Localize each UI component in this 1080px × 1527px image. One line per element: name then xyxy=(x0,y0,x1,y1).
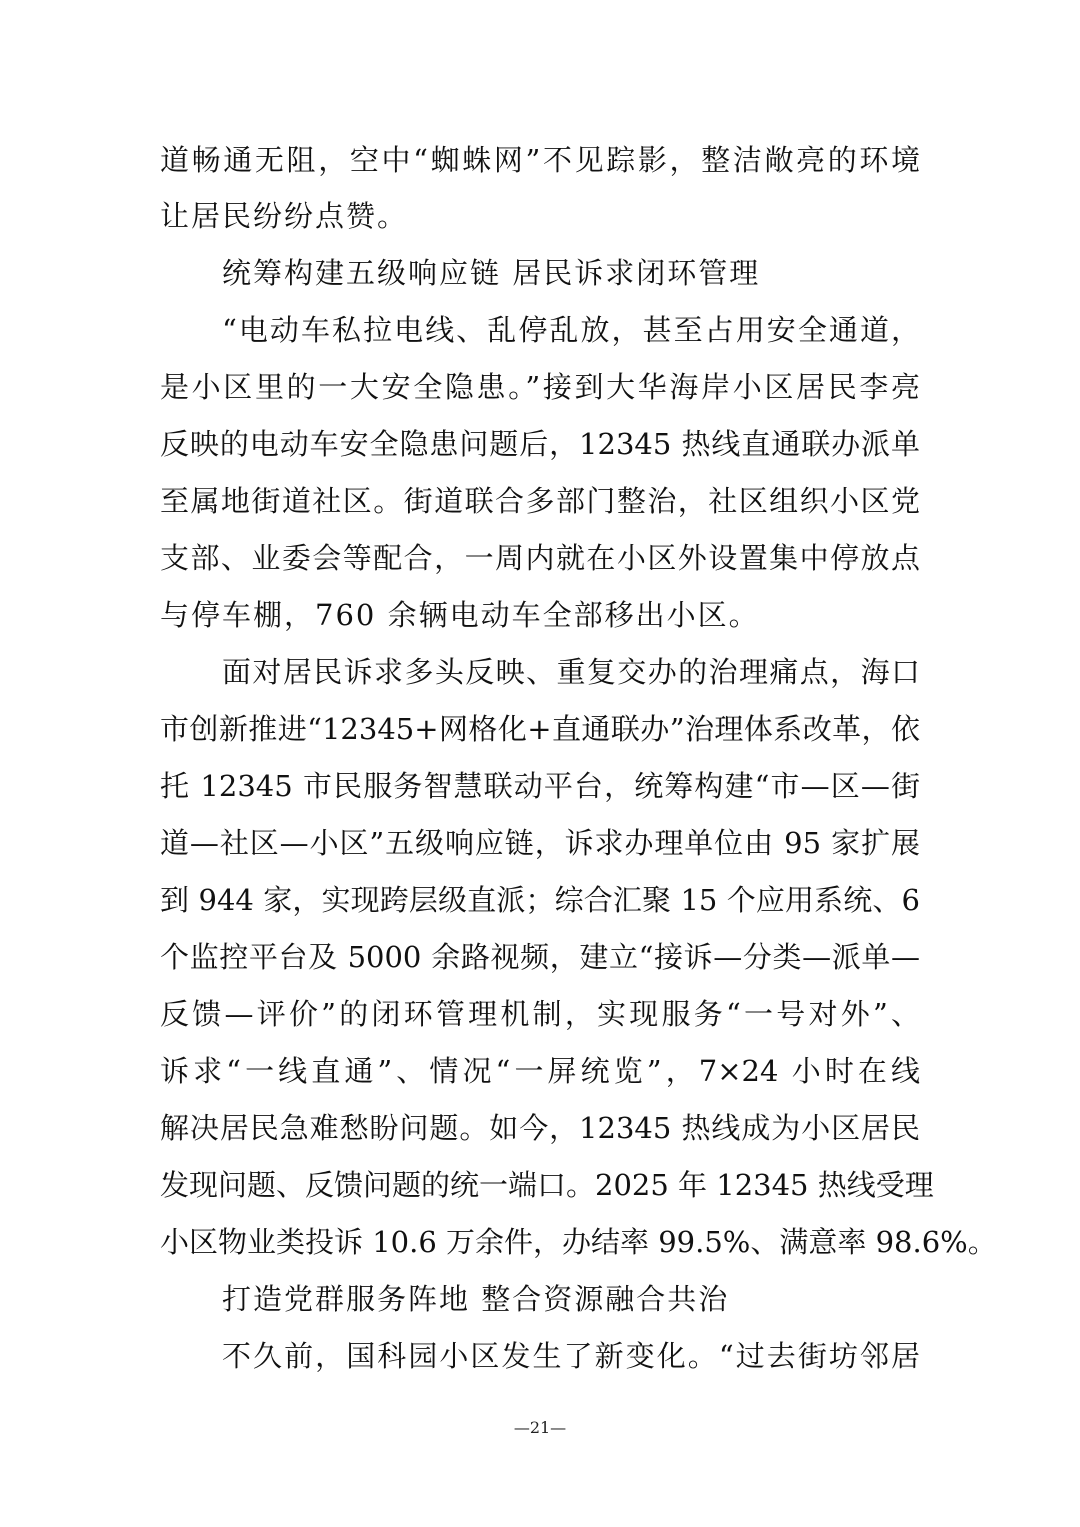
paragraph-line: 不久前，国科园小区发生了新变化。“过去街坊邻居 xyxy=(222,1339,920,1373)
paragraph-line: 道—社区—小区”五级响应链，诉求办理单位由 95 家扩展 xyxy=(160,826,920,860)
page-number: —21— xyxy=(513,1418,567,1437)
paragraph-line: 诉求“一线直通”、情况“一屏统览”，7×24 小时在线 xyxy=(160,1054,920,1088)
paragraph-line: 小区物业类投诉 10.6 万余件，办结率 99.5%、满意率 98.6%。 xyxy=(160,1225,997,1259)
paragraph-line: 到 944 家，实现跨层级直派；综合汇聚 15 个应用系统、6 xyxy=(160,883,920,917)
paragraph-line: 解决居民急难愁盼问题。如今，12345 热线成为小区居民 xyxy=(160,1111,920,1145)
paragraph-line: 是小区里的一大安全隐患。”接到大华海岸小区居民李亮 xyxy=(160,370,920,404)
paragraph-line: 与停车棚，760 余辆电动车全部移出小区。 xyxy=(160,598,760,632)
paragraph-line: 发现问题、反馈问题的统一端口。2025 年 12345 热线受理 xyxy=(160,1168,934,1202)
paragraph-line: 反馈—评价”的闭环管理机制，实现服务“一号对外”、 xyxy=(160,997,920,1031)
paragraph-line: 反映的电动车安全隐患问题后，12345 热线直通联办派单 xyxy=(160,427,920,461)
paragraph-line: 至属地街道社区。街道联合多部门整治，社区组织小区党 xyxy=(160,484,920,518)
paragraph-line: 托 12345 市民服务智慧联动平台，统筹构建“市—区—街 xyxy=(160,769,920,803)
paragraph-line: 让居民纷纷点赞。 xyxy=(160,199,409,233)
section-heading: 统筹构建五级响应链 居民诉求闭环管理 xyxy=(222,256,761,290)
paragraph-line: 道畅通无阻，空中“蜘蛛网”不见踪影，整洁敞亮的环境 xyxy=(160,143,920,177)
section-heading: 打造党群服务阵地 整合资源融合共治 xyxy=(222,1282,730,1316)
paragraph-line: 面对居民诉求多头反映、重复交办的治理痛点，海口 xyxy=(222,655,920,689)
paragraph-line: 市创新推进“12345+网格化+直通联办”治理体系改革，依 xyxy=(160,712,920,746)
paragraph-line: “电动车私拉电线、乱停乱放，甚至占用安全通道， xyxy=(222,313,920,347)
paragraph-line: 个监控平台及 5000 余路视频，建立“接诉—分类—派单— xyxy=(160,940,920,974)
paragraph-line: 支部、业委会等配合，一周内就在小区外设置集中停放点 xyxy=(160,541,920,575)
